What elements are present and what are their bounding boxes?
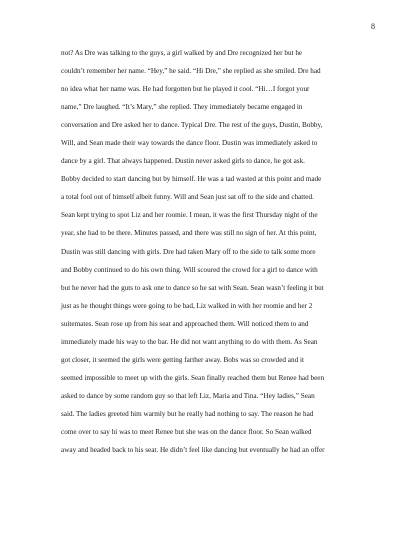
page-number: 8 xyxy=(371,22,375,31)
text-line: year, she had to be there. Minutes passed, and there was still no sign of her. At this point, xyxy=(61,229,317,238)
text-line: asked to dance by some random guy so that left Liz, Maria and Tina. “Hey ladies,” Sean xyxy=(61,391,315,400)
text-line: got closer, it seemed the girls were getting farther away. Bobs was so crowded and it xyxy=(61,355,304,364)
text-line: away and headed back to his seat. He didn’t feel like dancing but eventually he had an offer xyxy=(61,446,325,455)
text-line: name,” Dre laughed. “It’s Mary,” she replied. They immediately became engaged in xyxy=(61,103,303,112)
text-line: a total fool out of himself albeit funny. Will and Sean just sat off to the side and chatted. xyxy=(61,193,314,202)
text-line: just as he thought things were going to be bad, Liz walked in with her roomie and her 2 xyxy=(61,301,313,310)
text-line: Bobby decided to start dancing but by himself. He was a tad wasted at this point and made xyxy=(61,175,322,184)
text-line: seemed impossible to meet up with the girls. Sean finally reached them but Renee had been xyxy=(61,373,325,382)
body-text xyxy=(61,44,361,459)
text-line: conversation and Dre asked her to dance. Typical Dre. The rest of the guys, Dustin, Bobby, xyxy=(61,121,323,130)
text-line: come over to say hi was to meet Renee but she was on the dance floor. So Sean walked xyxy=(61,427,312,436)
text-line: Sean kept trying to spot Liz and her roomie. I mean, it was the first Thursday night of the xyxy=(61,211,318,220)
text-line: and Bobby continued to do his own thing. Will scoured the crowd for a girl to dance with xyxy=(61,265,318,274)
text-line: but he never had the guts to ask one to dance so he sat with Sean. Sean wasn’t feeling it but xyxy=(61,283,324,292)
text-line: Will, and Sean made their way towards the dance floor. Dustin was immediately asked to xyxy=(61,139,318,148)
text-line: Dustin was still dancing with girls. Dre had taken Mary off to the side to talk some more xyxy=(61,247,316,256)
text-line: said. The ladies greeted him warmly but he really had nothing to say. The reason he had xyxy=(61,409,314,418)
text-line: dance by a girl. That always happened. Dustin never asked girls to dance, he got ask. xyxy=(61,157,305,166)
text-line: immediately made his way to the bar. He did not want anything to do with them. As Sean xyxy=(61,337,318,346)
text-line: couldn’t remember her name. “Hey,” he said. “Hi Dre,” she replied as she smiled. Dre had xyxy=(61,67,321,76)
text-line: suitemates. Sean rose up from his seat and approached them. Will noticed them to and xyxy=(61,319,309,328)
text-line: not? As Dre was talking to the guys, a girl walked by and Dre recognized her but he xyxy=(61,49,303,57)
text-line: no idea what her name was. He had forgotten but he played it cool. “Hi…I forgot your xyxy=(61,85,310,94)
